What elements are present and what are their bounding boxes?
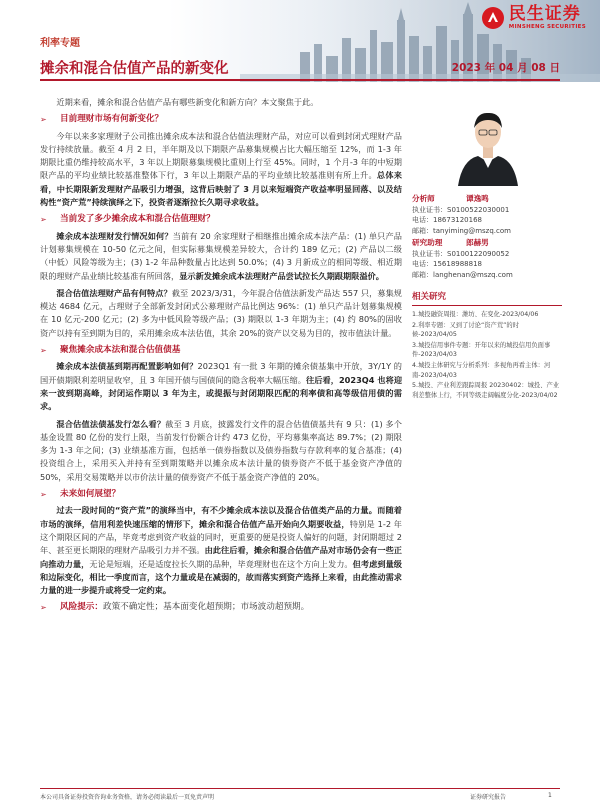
footer-disclaimer: 本公司具备证券投资咨询业务资格，请务必阅读最后一页免责声明 [40, 794, 215, 800]
body-paragraph: 混合估值法债基发行怎么看？截至 3 月底，披露发行文件的混合估值债基共有 9 只：(1) 多个基金设置 80 亿份的发行上限，当前发行份额合计约 473 亿份，平均募集率高达 89.7%；(2) 期限多为 1-3 年之间；(3) 业绩基准方面，包括单一债券指数以及债券指数与存款利率的复合基准；(4) 投资组合上，采用买入并持有至到期策略并以摊余成本法计量的债券资产不低于基金资产净值的 50%，采用交易策略并以市价法计量的债券资产不低于基金资产净值的 20%。 [40, 418, 402, 482]
section-heading-text: 目前理财市场有何新变化？ [60, 114, 164, 125]
section-arrow-icon: ➢ [40, 215, 47, 225]
risk-label: 风险提示： [60, 602, 103, 613]
section-heading-2 [40, 213, 402, 226]
intro-paragraph: 近期来看，摊余和混合估值产品有哪些新变化和新方向？本文聚焦于此。 [56, 97, 319, 107]
analyst-email[interactable]: 邮箱：langhenan@mszq.com [412, 270, 513, 279]
related-item[interactable]: 3.城投信用事件专题：开年以来的城投信用负面事件-2023/04/03 [412, 341, 551, 359]
body-paragraph: 摊余成本法债基到期再配置影响如何？2023Q1 有一批 3 年期的摊余债基集中开放，3Y/1Y 的国开债期限利差明显收窄，且 3 年国开债与国债间的隐含税率大幅压缩。往后看，2023Q4 也将迎来一波到期高峰，封闭运作期以 3 年为主，或提振与封闭期限匹配的利率债和高等级信用债的需求。 [40, 361, 403, 412]
report-header [0, 0, 600, 82]
body-paragraph: 混合估值法理财产品有何特点？截至 2023/3/31，今年混合估值法新发产品达 557 只，募集规模达 4684 亿元，占理财子全部新发封闭式公募理财产品比例达 96%：(1) 单只产品计划募集规模在 10 亿元-200 亿元；(2) 多为中低风险等级产品；(3) 期限以 1-3 年期为主；(4) 约 80%的固收资产以持有至到期为目的，采用摊余成本法估值，其余 20%的资产以交易为目的，按市值法计量。 [40, 287, 402, 338]
analyst-photo [452, 96, 524, 186]
logo-name-en: MINSHENG SECURITIES [508, 24, 586, 30]
analyst-name: 谭逸鸣 [466, 194, 489, 203]
section-arrow-icon: ➢ [40, 346, 47, 356]
section-heading-4 [40, 488, 402, 501]
analyst-phone: 电话：15618988818 [412, 260, 482, 268]
analyst-cert: 执业证书：S0100522030001 [412, 205, 510, 214]
title-divider [40, 79, 560, 81]
analyst-name: 郎赫男 [466, 238, 489, 247]
risk-text: 政策不确定性；基本面变化超预期；市场波动超预期。 [102, 602, 310, 613]
analyst-role: 研究助理 [412, 238, 443, 247]
section-arrow-icon: ➢ [40, 490, 47, 500]
body-paragraph: 过去一段时间的“资产荒”的演绎当中，有不少摊余成本法以及混合估值类产品的力量。而随着市场的演绎，信用利差快速压缩的情形下，摊余和混合估值产品开始向久期要收益，特别是 1-2 年这个期限区间的产品，毕竟考虑到资产收益的同时，更重要的便是投资人偏好的问题，封闭期超过 2 年、甚至更长期限的理财产品吸引力并不强。由此往后看，摊余和混合估值产品对市场仍会有一些正向推动力量，无论是短端，还是适度拉长久期的品种，毕竟理财也在这个方向上发力。但考虑到量级和边际变化，相比一季度而言，这个力量或是在减弱的，故而落实到资产选择上来看，由此推动需求力量的进一步提升或将受一定约束。 [40, 505, 402, 596]
section-arrow-icon: ➢ [40, 603, 47, 613]
report-body [40, 96, 402, 618]
section-heading-text: 聚焦摊余成本法和混合估值债基 [60, 345, 181, 356]
section-heading-1 [40, 113, 402, 126]
risk-warning [40, 601, 402, 614]
page-number: 1 [548, 792, 552, 799]
section-heading-3 [40, 344, 402, 357]
report-date: 2023 年 04 月 08 日 [451, 62, 560, 74]
analyst-1 [412, 194, 562, 205]
analyst-role: 分析师 [412, 194, 435, 203]
related-research-title: 相关研究 [412, 290, 562, 306]
section-heading-text: 当前发了多少摊余成本和混合估值理财？ [60, 214, 215, 225]
related-item[interactable]: 5.城投、产业利差跟踪周报 20230402：城投、产业利差整体上行，不同等级走阔幅度分化-2023/04/02 [412, 382, 560, 399]
related-item[interactable]: 1.城投融资周报：潍坊、在变化-2023/04/06 [412, 311, 539, 318]
sidebar [412, 96, 562, 401]
report-title: 摊余和混合估值产品的新变化 [40, 61, 229, 77]
analyst-email[interactable]: 邮箱：tanyiming@mszq.com [412, 226, 511, 235]
related-item[interactable]: 4.城投主体研究与分析系列：多视角再看主体：河南-2023/04/03 [412, 361, 551, 379]
minsheng-logo-icon [481, 6, 505, 30]
analyst-cert: 执业证书：S0100122090052 [412, 249, 510, 258]
related-item[interactable]: 2.利率专题：又到了讨论“资产荒”的时候-2023/04/05 [412, 321, 519, 339]
section-arrow-icon: ➢ [40, 115, 47, 125]
footer-divider [40, 788, 560, 789]
minsheng-logo [481, 6, 586, 31]
related-research-list [412, 310, 562, 400]
analyst-phone: 电话：18673120168 [412, 216, 482, 224]
section-heading-text: 未来如何展望？ [60, 489, 121, 500]
body-paragraph: 摊余成本法理财发行情况如何？当前有 20 余家理财子相继推出摊余成本法产品：(1) 单只产品计划募集规模在 10-50 亿元之间，但实际募集规模差异较大，合计约 189 亿元；(2) 产品以二级（中低）风险等级为主；(3) 1-2 年品种数量占比达到 50.0%；(4) 3 月新成立的相同等级、相近期限的理财产品业绩比较基准有所回落，显示新发摊余成本法理财产品尝试拉长久期跟期限溢价。 [40, 230, 402, 281]
report-type-label: 利率专题 [40, 38, 80, 49]
analyst-2 [412, 238, 562, 249]
logo-name-cn: 民生证券 [508, 4, 581, 24]
body-paragraph: 今年以来多家理财子公司推出摊余成本法和混合估值法理财产品，对应可以看到封闭式理财产品发行持续放量。截至 4 月 2 日，半年期及以下期限产品募集规模占比大幅压缩至 12%，而 1-3 年期限比重仍维持较高水平，3 年以上期限募集规模比重则上行至 45%。同时，1 个月-3 年的中短期限产品的平均业绩比较基准整体下行，3 年以上期限产品的平均业绩比较基准则有所上升。总体来看，中长期限新发理财产品吸引力增强，这背后映射了 3 月以来短端资产收益率明显回落、以及结构性“资产荒”持续演绎之下，投资者逐渐拉长久期寻求收益。 [40, 130, 402, 208]
footer-report-kind: 证券研究报告 [470, 794, 507, 800]
